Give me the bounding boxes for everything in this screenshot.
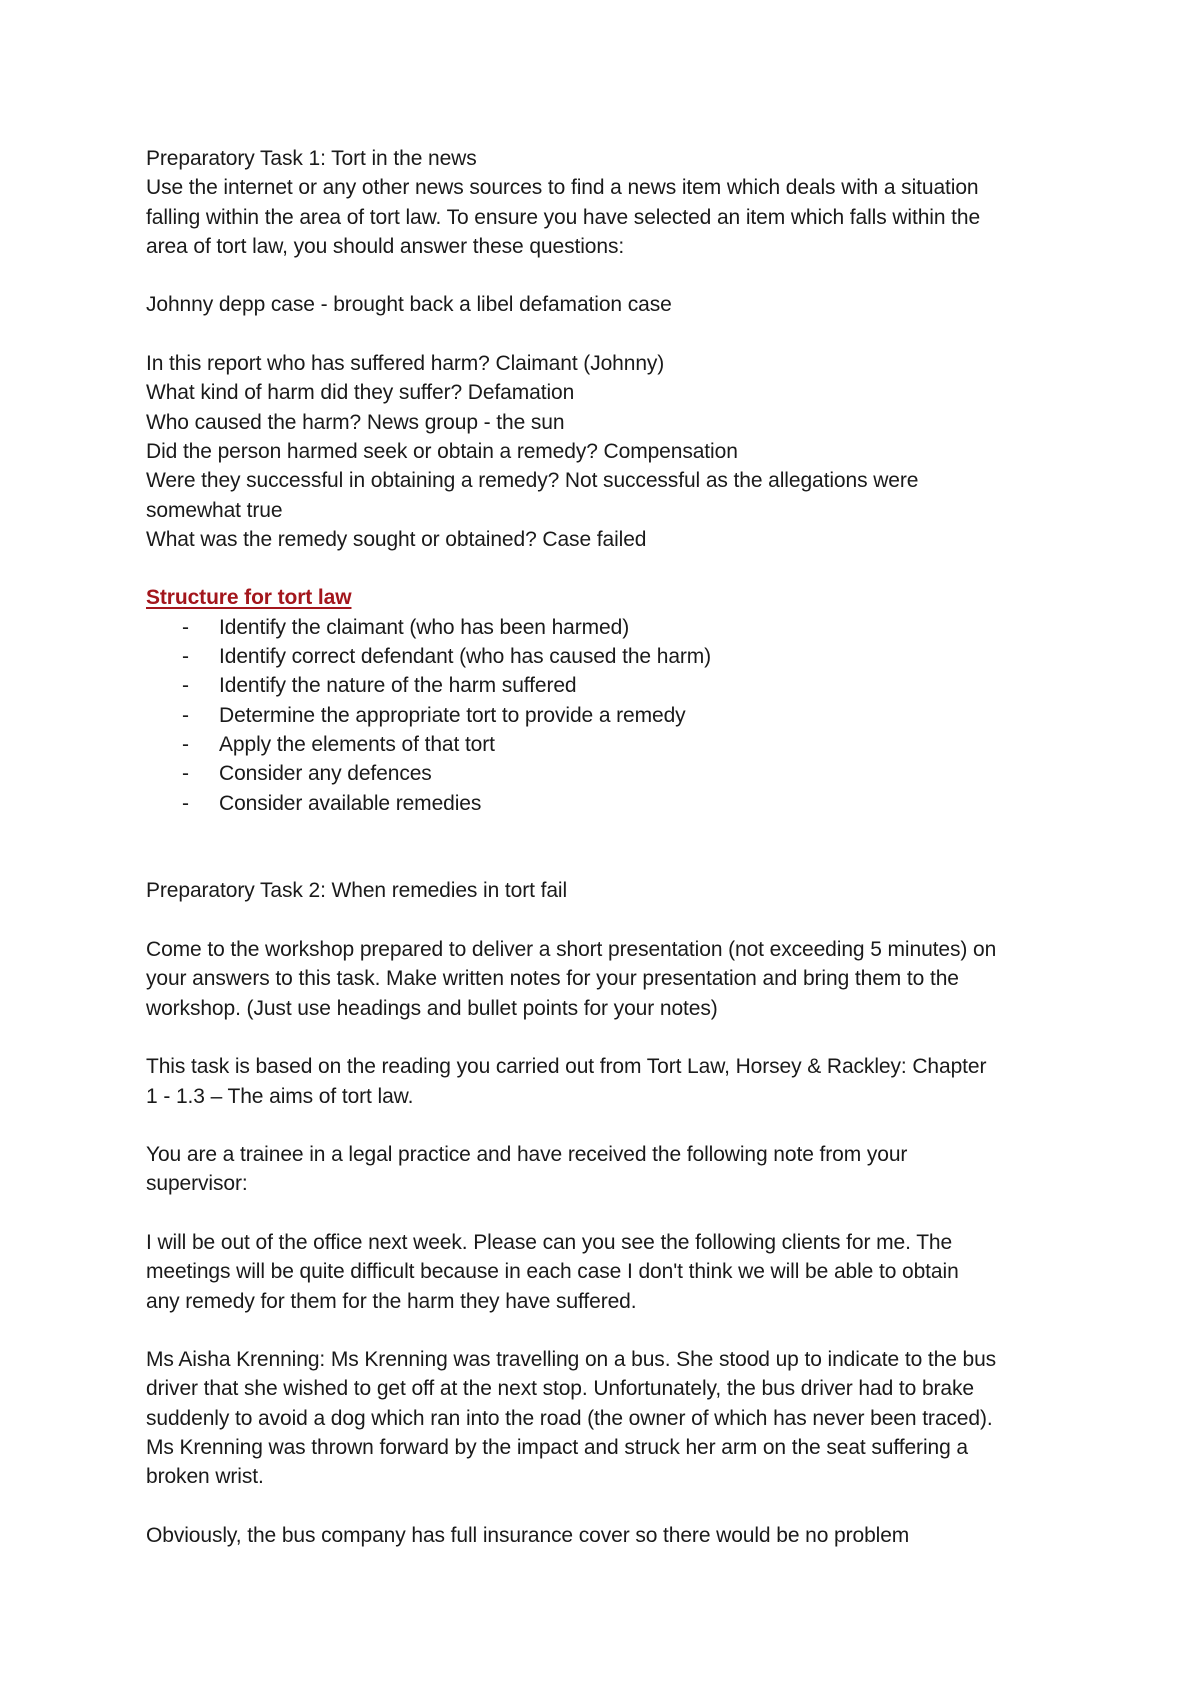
paragraph-line: broken wrist. [146, 1465, 264, 1489]
paragraph-line: your answers to this task. Make written notes for your presentation and bring them to the [146, 967, 959, 991]
task1-intro [146, 173, 1076, 261]
paragraph-line: suddenly to avoid a dog which ran into the road (the owner of which has never been traced). [146, 1406, 993, 1430]
paragraph-line: meetings will be quite difficult because in each case I don't think we will be able to obtain [146, 1260, 959, 1284]
qa-line: What was the remedy sought or obtained? Case failed [146, 527, 647, 551]
task1-intro-line: falling within the area of tort law. To ensure you have selected an item which falls within the [146, 205, 981, 229]
list-item-text: Determine the appropriate tort to provide a remedy [219, 703, 686, 727]
qa-line: Were they successful in obtaining a remedy? Not successful as the allegations were [146, 469, 919, 493]
bullet-dash: - [182, 645, 189, 669]
list-item [146, 642, 1076, 671]
list-item-text: Consider available remedies [219, 791, 482, 815]
bullet-dash: - [182, 615, 189, 639]
paragraph-line: 1 - 1.3 – The aims of tort law. [146, 1084, 414, 1108]
list-item [146, 671, 1076, 700]
list-item-text: Identify correct defendant (who has caused the harm) [219, 645, 712, 669]
paragraph-line: Come to the workshop prepared to deliver a short presentation (not exceeding 5 minutes) on [146, 938, 997, 962]
list-item [146, 613, 1076, 642]
list-item-text: Identify the claimant (who has been harmed) [219, 615, 630, 639]
paragraph-line: I will be out of the office next week. Please can you see the following clients for me. The [146, 1230, 953, 1254]
bullet-dash: - [182, 703, 189, 727]
spacer [146, 1111, 1076, 1140]
spacer [146, 847, 1076, 876]
spacer [146, 906, 1076, 935]
qa-line: Who caused the harm? News group - the sun [146, 410, 565, 434]
task2-para-krenning [146, 1345, 1076, 1491]
paragraph-line: Ms Aisha Krenning: Ms Krenning was travelling on a bus. She stood up to indicate to the bus [146, 1348, 997, 1372]
spacer [146, 554, 1076, 583]
task2-para-trainee [146, 1140, 1076, 1199]
paragraph-line: This task is based on the reading you carried out from Tort Law, Horsey & Rackley: Chapter [146, 1055, 987, 1079]
task1-intro-line: Use the internet or any other news sources to find a news item which deals with a situation [146, 176, 979, 200]
task2-title: Preparatory Task 2: When remedies in tort fail [146, 879, 568, 903]
list-item [146, 789, 1076, 818]
spacer [146, 1316, 1076, 1345]
spacer [146, 1023, 1076, 1052]
list-item-text: Apply the elements of that tort [219, 732, 495, 756]
list-item-text: Consider any defences [219, 762, 432, 786]
spacer [146, 1492, 1076, 1521]
spacer [146, 320, 1076, 349]
structure-heading-row [146, 583, 1076, 612]
spacer [146, 818, 1076, 847]
task1-title: Preparatory Task 1: Tort in the news [146, 147, 477, 170]
paragraph-line: driver that she wished to get off at the next stop. Unfortunately, the bus driver had to brake [146, 1377, 974, 1401]
paragraph-line: workshop. (Just use headings and bullet points for your notes) [146, 996, 718, 1020]
bullet-dash: - [182, 791, 189, 815]
list-item [146, 730, 1076, 759]
paragraph-line: Obviously, the bus company has full insurance cover so there would be no problem [146, 1523, 910, 1547]
task2-para-reading [146, 1052, 1076, 1111]
structure-heading: Structure for tort law [146, 586, 352, 610]
paragraph-line: You are a trainee in a legal practice and have received the following note from your [146, 1143, 908, 1167]
qa-line: Did the person harmed seek or obtain a remedy? Compensation [146, 439, 738, 463]
task2-para-presentation [146, 935, 1076, 1023]
bullet-dash: - [182, 674, 189, 698]
bullet-dash: - [182, 762, 189, 786]
spacer [146, 261, 1076, 290]
document-page [146, 144, 1076, 1550]
list-item [146, 759, 1076, 788]
qa-line: somewhat true [146, 498, 283, 522]
qa-line: What kind of harm did they suffer? Defamation [146, 381, 575, 405]
bullet-dash: - [182, 732, 189, 756]
paragraph-line: supervisor: [146, 1172, 248, 1196]
paragraph-line: Ms Krenning was thrown forward by the impact and struck her arm on the seat suffering a [146, 1436, 968, 1460]
qa-line: In this report who has suffered harm? Claimant (Johnny) [146, 352, 665, 376]
list-item [146, 701, 1076, 730]
task2-para-note [146, 1228, 1076, 1316]
paragraph-line: any remedy for them for the harm they have suffered. [146, 1289, 637, 1313]
qa-block [146, 349, 1076, 554]
case-line: Johnny depp case - brought back a libel defamation case [146, 293, 672, 317]
task1-intro-line: area of tort law, you should answer these questions: [146, 234, 625, 258]
task2-para-insurance [146, 1521, 1076, 1550]
structure-list [146, 613, 1076, 818]
spacer [146, 1199, 1076, 1228]
list-item-text: Identify the nature of the harm suffered [219, 674, 577, 698]
